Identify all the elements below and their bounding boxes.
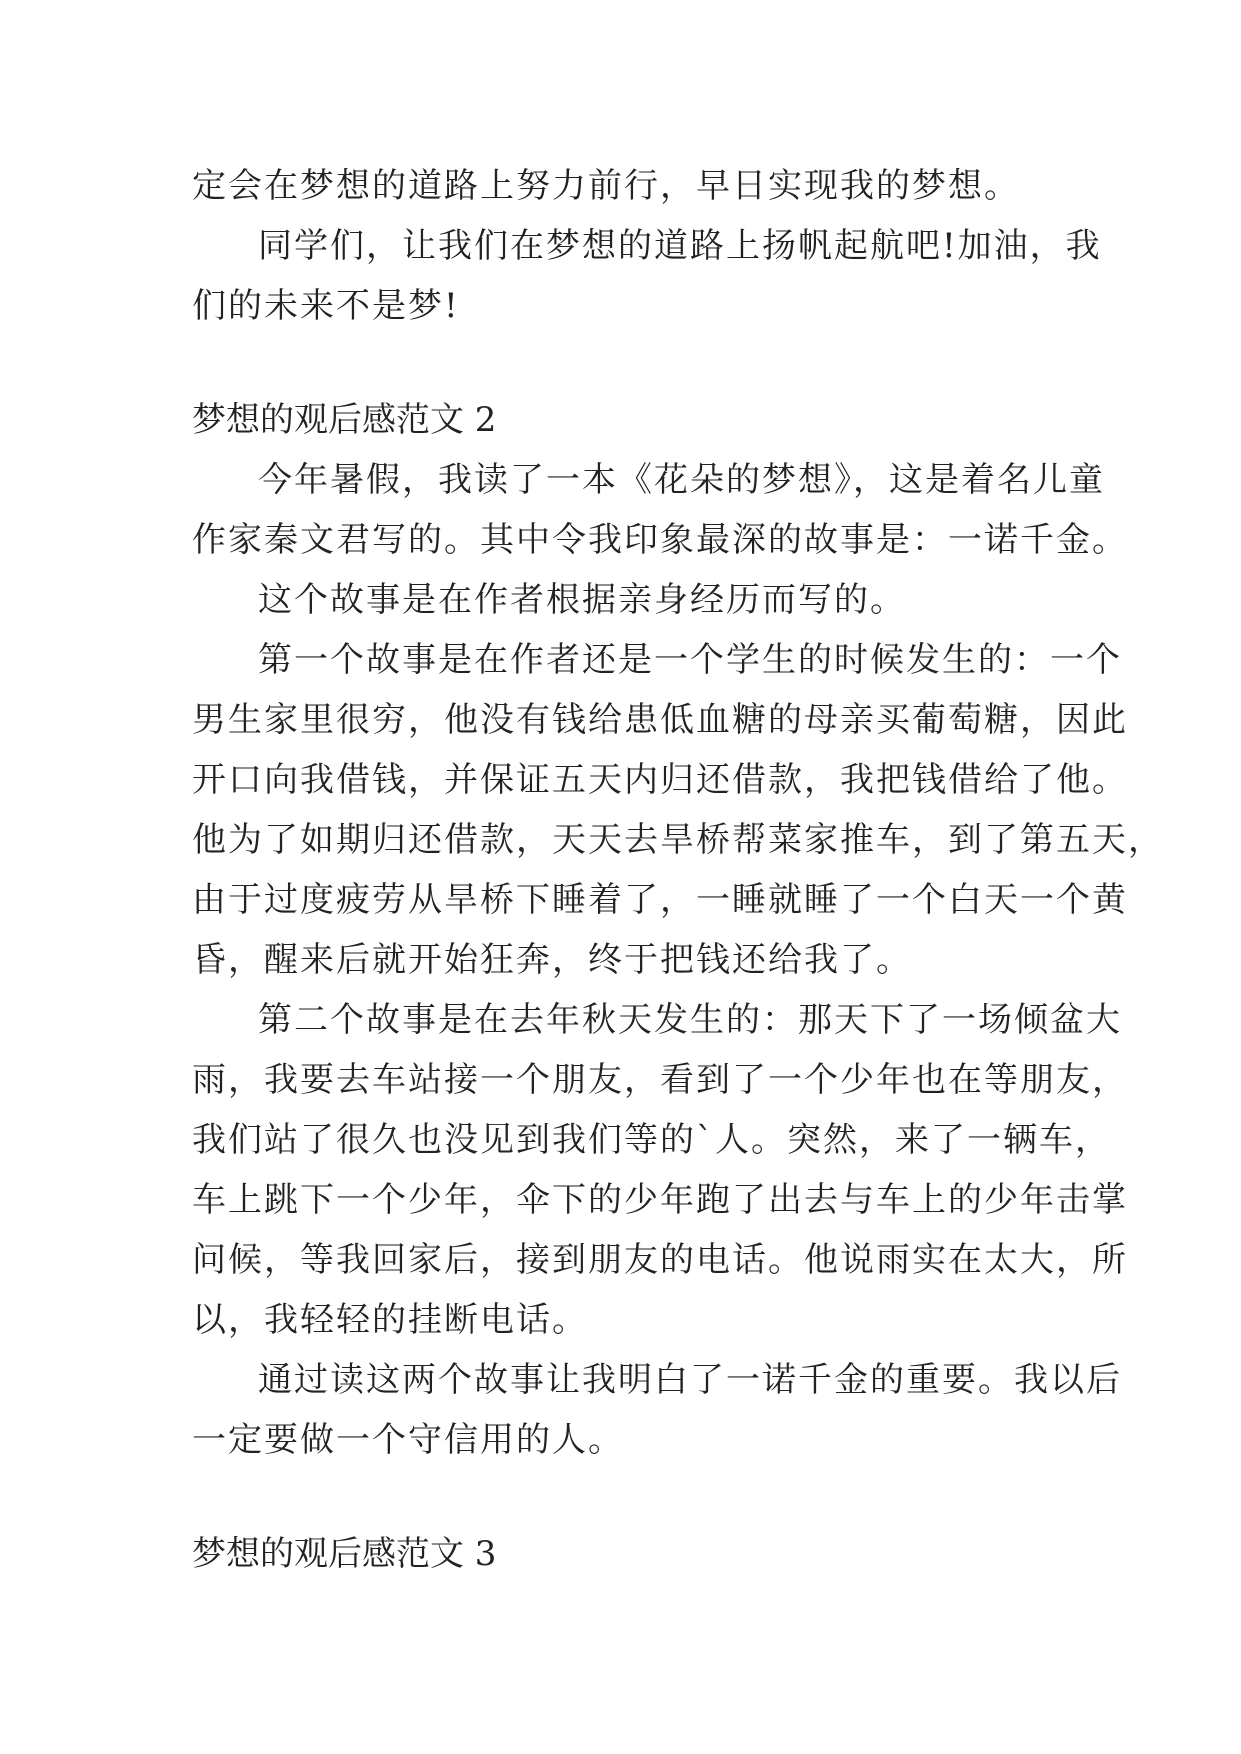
paragraph-line: 通过读这两个故事让我明白了一诺千金的重要。我以后 <box>258 1360 1122 1400</box>
paragraph-line: 们的未来不是梦! <box>192 286 460 326</box>
paragraph-line: 同学们，让我们在梦想的道路上扬帆起航吧!加油，我 <box>258 226 1102 266</box>
paragraph-line: 男生家里很穷，他没有钱给患低血糖的母亲买葡萄糖，因此 <box>192 700 1128 740</box>
paragraph-line: 第一个故事是在作者还是一个学生的时候发生的：一个 <box>258 640 1122 680</box>
paragraph-line: 昏，醒来后就开始狂奔，终于把钱还给我了。 <box>192 940 912 980</box>
section-heading: 梦想的观后感范文 2 <box>192 400 497 440</box>
paragraph-line: 定会在梦想的道路上努力前行，早日实现我的梦想。 <box>192 166 1020 206</box>
section-heading: 梦想的观后感范文 3 <box>192 1534 497 1574</box>
paragraph-line: 问候，等我回家后，接到朋友的电话。他说雨实在太大，所 <box>192 1240 1128 1280</box>
paragraph-line: 一定要做一个守信用的人。 <box>192 1420 624 1460</box>
paragraph-line: 这个故事是在作者根据亲身经历而写的。 <box>258 580 906 620</box>
paragraph-line: 雨，我要去车站接一个朋友，看到了一个少年也在等朋友， <box>192 1060 1128 1100</box>
paragraph-line: 开口向我借钱，并保证五天内归还借款，我把钱借给了他。 <box>192 760 1128 800</box>
paragraph-line: 第二个故事是在去年秋天发生的：那天下了一场倾盆大 <box>258 1000 1122 1040</box>
paragraph-line: 今年暑假，我读了一本《花朵的梦想》，这是着名儿童 <box>258 460 1105 500</box>
paragraph-line: 由于过度疲劳从旱桥下睡着了，一睡就睡了一个白天一个黄 <box>192 880 1128 920</box>
paragraph-line: 以，我轻轻的挂断电话。 <box>192 1300 588 1340</box>
paragraph-line: 车上跳下一个少年，伞下的少年跑了出去与车上的少年击掌 <box>192 1180 1128 1220</box>
paragraph-line: 我们站了很久也没见到我们等的`人。突然，来了一辆车， <box>192 1120 1111 1160</box>
paragraph-line: 他为了如期归还借款，天天去旱桥帮菜家推车，到了第五天， <box>192 820 1164 860</box>
paragraph-line: 作家秦文君写的。其中令我印象最深的故事是：一诺千金。 <box>192 520 1128 560</box>
